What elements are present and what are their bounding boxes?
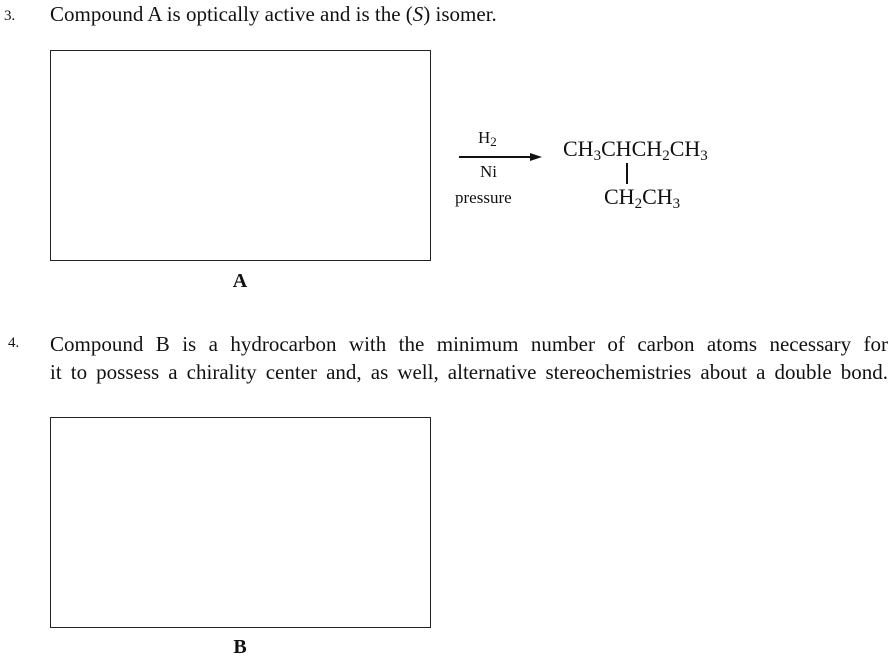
answer-box-b-label: B [233,636,247,658]
reagent-hydrogen-subscript: 2 [490,134,497,149]
answer-box-a[interactable] [50,50,431,261]
product-main-part: CHCH [601,136,663,161]
question-3-text-prefix: Compound A is optically active and is the ( [50,2,413,26]
question-3-text-suffix: ) isomer. [423,2,497,26]
question-4-text-line-2: it to possess a chirality center and, as well, alternative stereochemistries about a double bond. [50,360,888,384]
reaction-arrow-head-icon [530,153,542,161]
product-branch-part: CH [604,184,635,209]
product-main-chain [563,136,708,162]
reagent-hydrogen [478,128,497,148]
reaction-arrow-shaft [459,156,533,158]
answer-box-a-label: A [232,270,248,292]
product-main-subscript: 2 [662,148,670,164]
reagent-catalyst: Ni [480,162,497,181]
product-main-part: CH [669,136,701,161]
product-branch-bond [626,163,628,184]
product-branch-part: CH [642,184,673,209]
question-3-stereo-descriptor: S [412,2,424,26]
reagent-hydrogen-symbol: H [478,128,491,147]
question-4-number: 4. [8,335,20,351]
product-main-subscript: 3 [593,148,602,164]
answer-box-b[interactable] [50,417,431,628]
product-main-part: CH [563,136,594,161]
reagent-condition: pressure [455,188,512,207]
question-3-text [50,2,497,27]
question-4-text-line-1: Compound B is a hydrocarbon with the minimum number of carbon atoms necessary for [50,332,888,356]
product-branch-subscript: 3 [672,196,681,212]
question-3-number: 3. [4,8,16,24]
product-branch-subscript: 2 [634,196,643,212]
product-main-subscript: 3 [700,148,708,164]
product-branch [604,184,680,210]
